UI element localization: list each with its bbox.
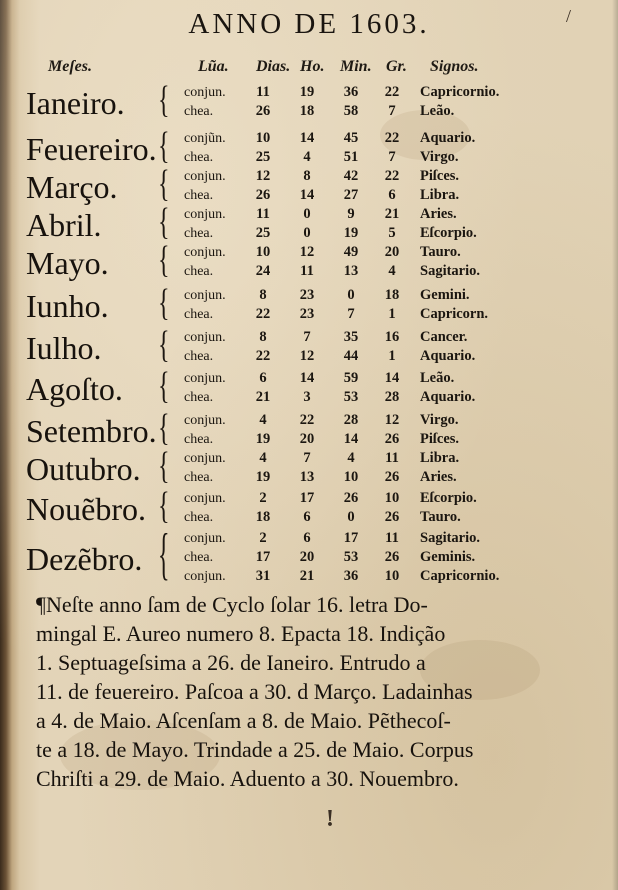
- day-cell: 18: [255, 509, 271, 525]
- moon-phase-cell: conjun.: [184, 245, 226, 260]
- zodiac-sign-cell: Piſces.: [420, 431, 460, 447]
- day-cell: 22: [255, 306, 271, 322]
- zodiac-sign-cell: Libra.: [420, 450, 460, 466]
- month-name: Setembro.: [26, 413, 157, 449]
- zodiac-sign-cell: Capricornio.: [420, 84, 500, 100]
- paragraph-line: mingal E. Aureo numero 8. Epacta 18. Indição: [36, 621, 446, 646]
- degree-cell: 18: [384, 287, 400, 303]
- day-cell: 25: [255, 225, 271, 241]
- minute-cell: 42: [343, 168, 359, 184]
- zodiac-sign-cell: Cancer.: [420, 329, 468, 345]
- minute-cell: 0: [347, 287, 355, 303]
- moon-phase-cell: chea.: [184, 150, 214, 165]
- day-cell: 2: [259, 530, 267, 546]
- day-cell: 4: [259, 412, 267, 428]
- paragraph-line: a 4. de Maio. Aſcenſam a 8. de Maio. Pẽthecoſ-: [36, 708, 451, 733]
- paragraph-line: 1. Septuageſsima a 26. de Ianeiro. Entrudo a: [36, 650, 426, 675]
- brace-icon: {: [158, 164, 170, 206]
- paragraph-line: Chriſti a 29. de Maio. Aduento a 30. Nouembro.: [36, 766, 459, 791]
- day-cell: 8: [259, 287, 267, 303]
- degree-cell: 1: [388, 306, 396, 322]
- day-cell: 17: [255, 549, 271, 565]
- minute-cell: 17: [343, 530, 359, 546]
- minute-cell: 4: [347, 450, 355, 466]
- zodiac-sign-cell: Aquario.: [420, 389, 476, 405]
- degree-cell: 12: [384, 412, 400, 428]
- zodiac-sign-cell: Capricorn.: [420, 306, 489, 322]
- hour-cell: 0: [303, 225, 311, 241]
- zodiac-sign-cell: Capricornio.: [420, 568, 500, 584]
- minute-cell: 9: [347, 206, 355, 222]
- paragraph-line: 11. de feuereiro. Paſcoa a 30. d Março. Ladainhas: [36, 679, 473, 704]
- minute-cell: 45: [343, 130, 359, 146]
- minute-cell: 36: [343, 568, 359, 584]
- zodiac-sign-cell: Aquario.: [420, 348, 476, 364]
- moon-phase-cell: conjun.: [184, 531, 226, 546]
- degree-cell: 26: [384, 509, 400, 525]
- minute-cell: 28: [343, 412, 359, 428]
- degree-cell: 21: [384, 206, 400, 222]
- minute-cell: 58: [343, 103, 359, 119]
- month-name: Feuereiro.: [26, 131, 157, 167]
- minute-cell: 53: [343, 549, 359, 565]
- day-cell: 19: [255, 431, 271, 447]
- degree-cell: 10: [384, 490, 400, 506]
- moon-phase-cell: conjun.: [184, 371, 226, 386]
- paragraph-line: te a 18. de Mayo. Trindade a 25. de Maio. Corpus: [36, 737, 474, 762]
- moon-phase-cell: conjun.: [184, 451, 226, 466]
- degree-cell: 16: [384, 329, 400, 345]
- day-cell: 26: [255, 103, 271, 119]
- column-header-months: Meſes.: [48, 58, 92, 75]
- hour-cell: 11: [300, 263, 314, 279]
- paragraph-line: ¶Neſte anno ſam de Cyclo ſolar 16. letra Do-: [36, 592, 428, 617]
- moon-phase-cell: chea.: [184, 432, 214, 447]
- brace-icon: {: [158, 240, 170, 282]
- moon-phase-cell: conjun.: [184, 491, 226, 506]
- brace-icon: {: [158, 525, 170, 588]
- degree-cell: 26: [384, 549, 400, 565]
- zodiac-sign-cell: Tauro.: [420, 244, 461, 260]
- degree-cell: 26: [384, 469, 400, 485]
- minute-cell: 13: [343, 263, 359, 279]
- month-name: Ianeiro.: [26, 85, 125, 121]
- minute-cell: 59: [343, 370, 359, 386]
- zodiac-sign-cell: Tauro.: [420, 509, 461, 525]
- footer-mark: !: [326, 806, 334, 832]
- column-header-minutes: Min.: [340, 58, 372, 75]
- moon-phase-cell: conjun.: [184, 207, 226, 222]
- degree-cell: 22: [384, 168, 400, 184]
- moon-phase-cell: conjun.: [184, 85, 226, 100]
- degree-cell: 4: [388, 263, 396, 279]
- degree-cell: 5: [388, 225, 396, 241]
- page-title: ANNO DE 1603.: [188, 8, 430, 40]
- zodiac-sign-cell: Eſcorpio.: [420, 225, 477, 241]
- brace-icon: {: [158, 408, 170, 450]
- moon-phase-cell: chea.: [184, 264, 214, 279]
- moon-phase-cell: chea.: [184, 188, 214, 203]
- hour-cell: 21: [299, 568, 315, 584]
- hour-cell: 12: [299, 348, 315, 364]
- moon-phase-cell: chea.: [184, 307, 214, 322]
- zodiac-sign-cell: Leão.: [420, 103, 455, 119]
- minute-cell: 35: [343, 329, 359, 345]
- month-name: Outubro.: [26, 451, 141, 487]
- moon-phase-cell: chea.: [184, 550, 214, 565]
- zodiac-sign-cell: Leão.: [420, 370, 455, 386]
- hour-cell: 18: [299, 103, 315, 119]
- hour-cell: 0: [303, 206, 311, 222]
- minute-cell: 14: [343, 431, 359, 447]
- hour-cell: 19: [299, 84, 315, 100]
- brace-icon: {: [158, 202, 170, 244]
- corner-pencil-mark: /: [566, 6, 572, 26]
- moon-phase-cell: chea.: [184, 226, 214, 241]
- column-header-degrees: Gr.: [386, 58, 407, 75]
- column-header-days: Dias.: [256, 58, 291, 75]
- brace-icon: {: [158, 486, 170, 528]
- hour-cell: 12: [299, 244, 315, 260]
- day-cell: 11: [256, 206, 270, 222]
- degree-cell: 7: [388, 149, 396, 165]
- day-cell: 31: [255, 568, 271, 584]
- moon-phase-cell: chea.: [184, 470, 214, 485]
- hour-cell: 3: [303, 389, 311, 405]
- minute-cell: 49: [343, 244, 359, 260]
- minute-cell: 0: [347, 509, 355, 525]
- month-name: Mayo.: [26, 245, 109, 281]
- moon-phase-cell: chea.: [184, 104, 214, 119]
- hour-cell: 17: [299, 490, 315, 506]
- hour-cell: 20: [299, 549, 315, 565]
- zodiac-sign-cell: Piſces.: [420, 168, 460, 184]
- hour-cell: 23: [299, 306, 315, 322]
- day-cell: 12: [255, 168, 271, 184]
- brace-icon: {: [158, 366, 170, 408]
- month-name: Nouẽbro.: [26, 491, 146, 527]
- degree-cell: 11: [385, 530, 399, 546]
- month-name: Abril.: [26, 207, 102, 243]
- minute-cell: 44: [343, 348, 359, 364]
- hour-cell: 6: [303, 509, 311, 525]
- day-cell: 24: [255, 263, 271, 279]
- moon-phase-cell: chea.: [184, 349, 214, 364]
- month-name: Agoſto.: [26, 371, 123, 407]
- moon-phase-cell: chea.: [184, 390, 214, 405]
- day-cell: 10: [255, 130, 271, 146]
- day-cell: 25: [255, 149, 271, 165]
- zodiac-sign-cell: Gemini.: [420, 287, 470, 303]
- moon-phase-cell: conjun.: [184, 413, 226, 428]
- degree-cell: 26: [384, 431, 400, 447]
- hour-cell: 13: [299, 469, 315, 485]
- degree-cell: 6: [388, 187, 396, 203]
- moon-phase-cell: conjun.: [184, 288, 226, 303]
- degree-cell: 1: [388, 348, 396, 364]
- degree-cell: 28: [384, 389, 400, 405]
- degree-cell: 14: [384, 370, 400, 386]
- brace-icon: {: [158, 283, 170, 325]
- degree-cell: 20: [384, 244, 400, 260]
- hour-cell: 7: [303, 450, 311, 466]
- hour-cell: 22: [299, 412, 315, 428]
- column-header-hours: Ho.: [300, 58, 325, 75]
- zodiac-sign-cell: Geminis.: [420, 549, 476, 565]
- hour-cell: 20: [299, 431, 315, 447]
- month-name: Iunho.: [26, 288, 109, 324]
- zodiac-sign-cell: Virgo.: [420, 412, 459, 428]
- hour-cell: 14: [299, 130, 315, 146]
- hour-cell: 23: [299, 287, 315, 303]
- zodiac-sign-cell: Eſcorpio.: [420, 490, 477, 506]
- moon-phase-cell: conjun.: [184, 169, 226, 184]
- degree-cell: 22: [384, 84, 400, 100]
- brace-icon: {: [158, 446, 170, 488]
- minute-cell: 51: [343, 149, 359, 165]
- hour-cell: 14: [299, 187, 315, 203]
- hour-cell: 7: [303, 329, 311, 345]
- month-name: Dezẽbro.: [26, 540, 143, 577]
- hour-cell: 8: [303, 168, 311, 184]
- month-name: Iulho.: [26, 330, 102, 366]
- zodiac-sign-cell: Virgo.: [420, 149, 459, 165]
- moon-phase-cell: conjũn.: [184, 131, 226, 146]
- month-name: Março.: [26, 169, 118, 205]
- day-cell: 21: [255, 389, 271, 405]
- brace-icon: {: [158, 325, 170, 367]
- degree-cell: 11: [385, 450, 399, 466]
- column-header-signs: Signos.: [430, 58, 479, 75]
- day-cell: 10: [255, 244, 271, 260]
- day-cell: 22: [255, 348, 271, 364]
- zodiac-sign-cell: Sagitario.: [420, 263, 481, 279]
- moon-phase-cell: conjun.: [184, 330, 226, 345]
- minute-cell: 27: [343, 187, 359, 203]
- day-cell: 6: [259, 370, 267, 386]
- minute-cell: 7: [347, 306, 355, 322]
- brace-icon: {: [158, 126, 170, 168]
- zodiac-sign-cell: Aquario.: [420, 130, 476, 146]
- day-cell: 4: [259, 450, 267, 466]
- minute-cell: 19: [343, 225, 359, 241]
- day-cell: 2: [259, 490, 267, 506]
- degree-cell: 22: [384, 130, 400, 146]
- column-header-moon: Lũa.: [198, 58, 229, 75]
- minute-cell: 53: [343, 389, 359, 405]
- day-cell: 8: [259, 329, 267, 345]
- minute-cell: 10: [343, 469, 359, 485]
- hour-cell: 4: [303, 149, 311, 165]
- moon-phase-cell: conjun.: [184, 569, 226, 584]
- day-cell: 19: [255, 469, 271, 485]
- day-cell: 26: [255, 187, 271, 203]
- hour-cell: 14: [299, 370, 315, 386]
- brace-icon: {: [158, 80, 170, 122]
- zodiac-sign-cell: Libra.: [420, 187, 460, 203]
- moon-phase-cell: chea.: [184, 510, 214, 525]
- degree-cell: 7: [388, 103, 396, 119]
- minute-cell: 26: [343, 490, 359, 506]
- day-cell: 11: [256, 84, 270, 100]
- degree-cell: 10: [384, 568, 400, 584]
- zodiac-sign-cell: Aries.: [420, 206, 457, 222]
- minute-cell: 36: [343, 84, 359, 100]
- zodiac-sign-cell: Aries.: [420, 469, 457, 485]
- zodiac-sign-cell: Sagitario.: [420, 530, 481, 546]
- hour-cell: 6: [303, 530, 311, 546]
